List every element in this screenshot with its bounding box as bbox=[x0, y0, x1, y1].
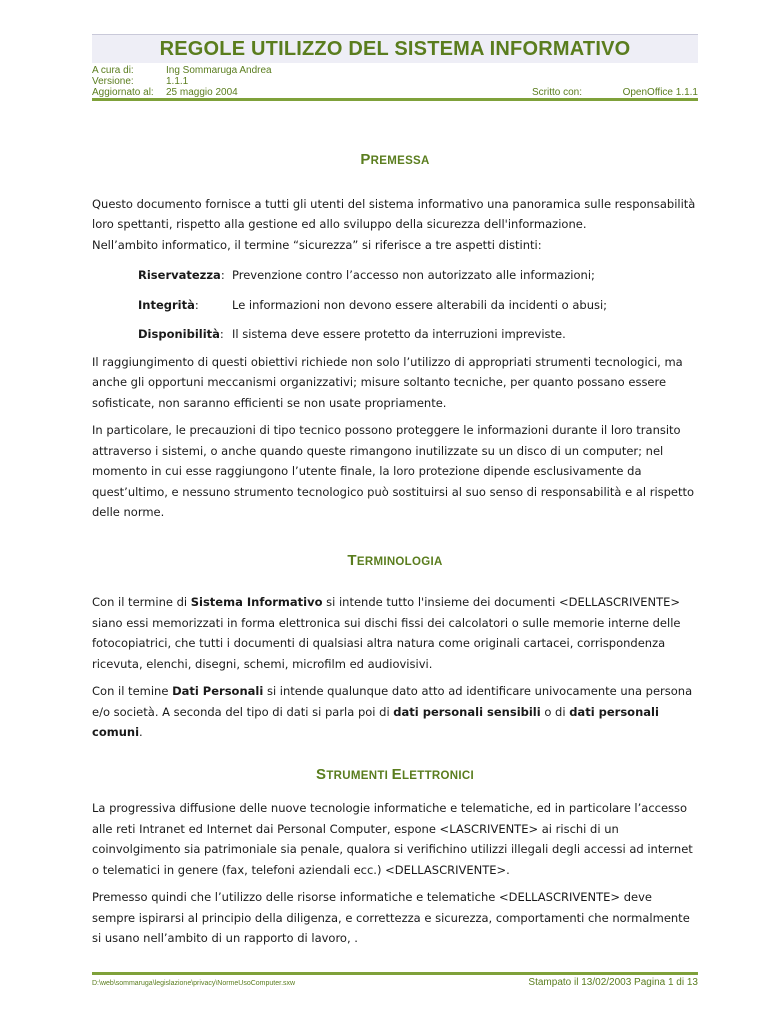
updated-label: Aggiornato al: bbox=[92, 87, 154, 98]
strumenti-paragraph-1: La progressiva diffusione delle nuove tecnologie informatiche e telematiche, ed in particolare l’accesso alle reti Intranet ed Internet dai Personal Computer, espone <LASCRIVENTE> ai rischi di un coinvolgimento sia patrimoniale sia penale, qualora si verifichino utilizzi illegali degli accessi ad internet o telematici in genere (fax, telefoni aziendali ecc.) <DELLASCRIVENTE>. bbox=[92, 801, 693, 877]
heading-terminologia: TERMINOLOGIA bbox=[347, 551, 443, 569]
premessa-paragraph-2: Nell’ambito informatico, il termine “sicurezza” si riferisce a tre aspetti distinti: bbox=[92, 237, 542, 252]
updated-value: 25 maggio 2004 bbox=[166, 87, 238, 98]
file-path: D:\web\sommaruga\legislazione\privacy\NormeUsoComputer.sxw bbox=[92, 980, 296, 987]
definition-integrita: Integrità: Le informazioni non devono essere alterabili da incidenti o abusi; bbox=[138, 297, 608, 312]
terminologia-paragraph-2: Con il temine Dati Personali si intende qualunque dato atto ad identificare univocamente una persona e/o società. A seconda del tipo di dati si parla poi di dati personali sensibili o di dati personali comuni. bbox=[92, 684, 693, 739]
header-meta bbox=[92, 63, 698, 97]
document-body bbox=[92, 150, 698, 949]
premessa-paragraph-4: In particolare, le precauzioni di tipo tecnico possono proteggere le informazioni durante il loro transito attraverso i sistemi, o anche quando queste rimangono inutilizzate su un disco di un computer; nel momento in cui esse raggiungono l’utente finale, la loro protezione dipende esclusivamente da quest’ultimo, e nessuno strumento tecnologico può sostituirsi al suo senso di responsabilità e al rispetto delle norme. bbox=[92, 423, 695, 519]
strumenti-paragraph-2: Premesso quindi che l’utilizzo delle risorse informatiche e telematiche <DELLASCRIVENTE> deve sempre ispirarsi al principio della diligenza, e correttezza e sicurezza, comportamenti che normalmente si usano nell’ambito di un rapporto di lavoro, . bbox=[92, 890, 690, 945]
author-label: A cura di: bbox=[92, 65, 134, 76]
definition-riservatezza: Riservatezza: Prevenzione contro l’accesso non autorizzato alle informazioni; bbox=[138, 268, 595, 282]
version-label: Versione: bbox=[92, 76, 134, 87]
header-divider bbox=[92, 98, 698, 101]
footer-divider bbox=[92, 972, 698, 975]
premessa-paragraph-3: Il raggiungimento di questi obiettivi richiede non solo l’utilizzo di appropriati strumenti tecnologici, ma anche gli opportuni meccanismi organizzativi; misure soltanto tecniche, per quanto possano essere sofisticate, non saranno efficienti se non usate propriamente. bbox=[92, 354, 683, 410]
terminologia-paragraph-1: Con il termine di Sistema Informativo si intende tutto l'insieme dei documenti <DELLASCRIVENTE> siano essi memorizzati in forma elettronica sui dischi fissi dei calcolatori o sulle memorie interne delle fotocopiatrici, che tutti i documenti di qualsiasi altra natura come originali cartacei, corrispondenza ricevuta, elenchi, disegni, schemi, microfilm ed audiovisivi. bbox=[92, 595, 681, 671]
premessa-paragraph-1: Questo documento fornisce a tutti gli utenti del sistema informativo una panoramica sulle responsabilità loro spettanti, rispetto alla gestione ed allo sviluppo della sicurezza dell'informazione. bbox=[92, 196, 696, 231]
heading-strumenti-elettronici: STRUMENTI ELETTRONICI bbox=[316, 765, 474, 783]
written-with-label: Scritto con: bbox=[532, 87, 583, 98]
definition-disponibilita: Disponibilità: Il sistema deve essere protetto da interruzioni impreviste. bbox=[138, 327, 566, 341]
author-value: Ing Sommaruga Andrea bbox=[166, 65, 272, 76]
version-value: 1.1.1 bbox=[166, 76, 189, 87]
document-title: REGOLE UTILIZZO DEL SISTEMA INFORMATIVO bbox=[92, 34, 698, 63]
heading-premessa: PREMESSA bbox=[360, 151, 430, 168]
document-header bbox=[92, 34, 698, 97]
written-with-value: OpenOffice 1.1.1 bbox=[622, 87, 698, 98]
print-info: Stampato il 13/02/2003 Pagina 1 di 13 bbox=[528, 977, 698, 988]
